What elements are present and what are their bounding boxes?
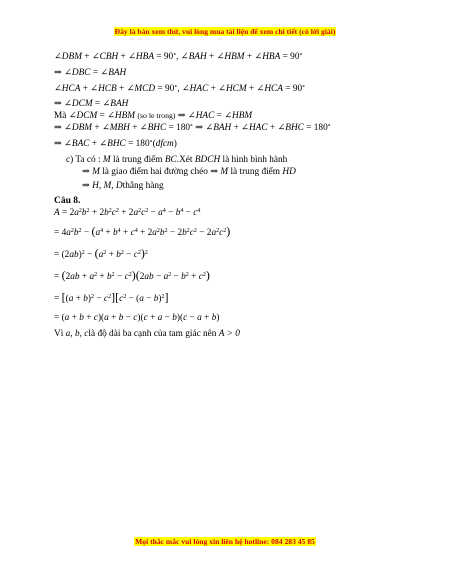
- equation-line: ⇒ ∠DCM = ∠BAH: [54, 99, 129, 109]
- part-c-line-1: c) Ta có : M là trung điểm BC.Xét BDCH là hình bình hành: [66, 155, 288, 165]
- conclusion-line: Vì a, b, clà độ dài ba cạnh của tam giác nên A > 0: [54, 329, 240, 339]
- hotline-banner: [0, 537, 450, 546]
- equation-line: = (a + b + c)(a + b − c)(c + a − b)(c − a + b): [54, 313, 220, 323]
- part-c-line-3: ⇒ H, M, Dthẳng hàng: [82, 181, 164, 191]
- alternate-angle-note: (so le trong): [137, 111, 176, 120]
- hotline-banner-text: Mọi thắc mắc vui lòng xin liên hệ hotline: 084 283 45 85: [135, 537, 315, 546]
- part-c-line-2: ⇒ M là giao điểm hai đường chéo ⇒ M là trung điểm HD: [82, 167, 296, 177]
- equation-line: = $(2ab + a^2 + b^2 - c^2)(2ab - a^2 - b^2 + c^2)$: [54, 268, 210, 282]
- equation-line: ⇒ ∠BAC + ∠BHC = 180∘(dfcm): [54, 139, 177, 149]
- equation-line: = $4a^2b^2 - (a^4 + b^4 + c^4 + 2a^2b^2 - 2b^2c^2 - 2a^2c^2)$: [54, 224, 231, 238]
- equation-line: $A = 2a^2b^2 + 2b^2c^2 + 2a^2c^2 - a^4 - b^4 - c^4$: [54, 208, 201, 218]
- equation-line: ∠HCA + ∠HCB + ∠MCD = 90∘, ∠HAC + ∠HCM + ∠HCA = 90∘: [54, 84, 306, 94]
- equation-line: = $[(a + b)^2 - c^2][c^2 - (a - b)^2]$: [54, 290, 169, 304]
- equation-line: = $(2ab)^2 - (a^2 + b^2 - c^2)^2$: [54, 246, 148, 260]
- equation-line: ⇒ ∠DBM + ∠MBH + ∠BHC = 180∘ ⇒ ∠BAH + ∠HAC + ∠BHC = 180∘: [54, 123, 331, 133]
- conclusion-inequality: A > 0: [218, 329, 240, 339]
- question-heading: Câu 8.: [54, 196, 81, 206]
- equation-line: ∠DBM + ∠CBH + ∠HBA = 90∘, ∠BAH + ∠HBM + ∠HBA = 90∘: [54, 52, 303, 62]
- equation-line: Mà ∠DCM = ∠HBM (so le trong) ⇒ ∠HAC = ∠HBM: [54, 111, 253, 121]
- preview-banner-text: Đây là bản xem thử, vui lòng mua tài liệu để xem chi tiết (có lời giải): [114, 27, 336, 36]
- ma-label: Mà: [54, 111, 67, 121]
- preview-banner: [0, 27, 450, 36]
- equation-line: ⇒ ∠DBC = ∠BAH: [54, 68, 127, 78]
